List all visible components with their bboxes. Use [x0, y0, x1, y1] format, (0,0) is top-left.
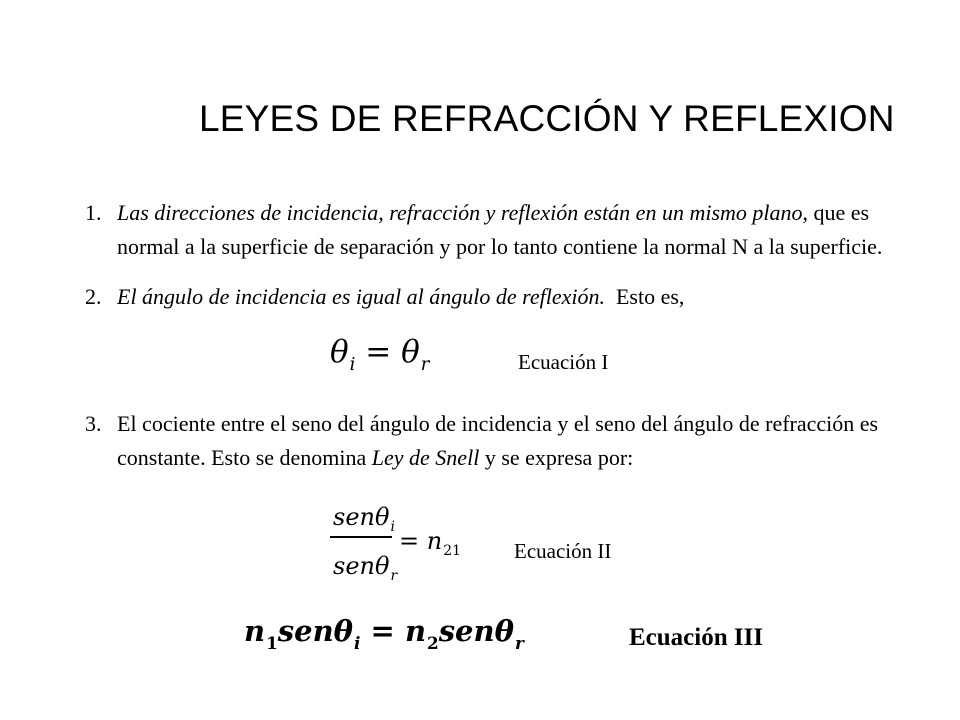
- item-number: 3.: [85, 411, 102, 436]
- sen-text: sen: [277, 614, 334, 648]
- item-text: [117, 407, 887, 475]
- sen-text: sen: [333, 503, 375, 531]
- equals-sign: =: [399, 527, 420, 555]
- fraction-bar: [330, 536, 392, 538]
- equation-3: [244, 614, 524, 652]
- subscript-2: 2: [427, 632, 439, 653]
- theta-symbol: θ: [494, 614, 514, 648]
- item-line: [117, 196, 887, 230]
- item-line: normal a la superficie de separación y por lo tanto contiene la normal N a la superficie.: [117, 234, 883, 259]
- item-line: El cociente entre el seno del ángulo de incidencia y el seno del ángulo de refracción es: [117, 411, 879, 436]
- theta-symbol: θ: [401, 334, 420, 370]
- italic-text: El ángulo de incidencia es igual al ángulo de reflexión.: [117, 284, 605, 309]
- item-number: 2.: [85, 284, 102, 309]
- subscript-r: r: [420, 354, 430, 376]
- equation-2-denominator: [333, 549, 397, 587]
- item-text: [117, 280, 887, 314]
- normal-text: Esto es,: [615, 284, 685, 309]
- n-symbol: n: [404, 614, 427, 648]
- italic-text: Ley de Snell: [371, 445, 480, 470]
- normal-text: y se expresa por:: [479, 445, 634, 470]
- n-symbol: n: [244, 614, 266, 648]
- equation-1-label: Ecuación I: [518, 350, 609, 374]
- sen-text: sen: [438, 614, 495, 648]
- theta-symbol: θ: [330, 334, 349, 370]
- slide-title: LEYES DE REFRACCIÓN Y REFLEXION: [199, 98, 895, 139]
- equation-3-label: Ecuación III: [629, 624, 764, 651]
- subscript-r: r: [514, 632, 524, 653]
- item-line: [117, 441, 887, 475]
- theta-symbol: θ: [374, 552, 390, 580]
- theta-symbol: θ: [333, 614, 354, 648]
- n-symbol: n: [426, 527, 443, 555]
- subscript-r: r: [390, 568, 398, 585]
- item-line: [117, 280, 887, 314]
- equals-sign: =: [370, 614, 395, 648]
- subscript-i: i: [354, 632, 361, 653]
- equation-2-label: Ecuación II: [514, 539, 612, 563]
- item-number: 1.: [85, 200, 102, 225]
- equals-sign: =: [365, 334, 392, 370]
- equation-2-numerator: [333, 500, 395, 538]
- item-text: [117, 196, 887, 264]
- normal-text: constante. Esto se denomina: [117, 445, 372, 470]
- subscript-i: i: [390, 519, 395, 536]
- equation-2-rhs: [399, 524, 461, 562]
- normal-text: , que es: [802, 200, 870, 225]
- subscript-21: 21: [443, 543, 461, 560]
- sen-text: sen: [333, 552, 375, 580]
- theta-symbol: θ: [374, 503, 390, 531]
- equation-1: [330, 335, 429, 374]
- subscript-i: i: [349, 354, 356, 376]
- subscript-1: 1: [266, 632, 278, 653]
- italic-text: Las direcciones de incidencia, refracción y reflexión están en un mismo plano: [117, 200, 803, 225]
